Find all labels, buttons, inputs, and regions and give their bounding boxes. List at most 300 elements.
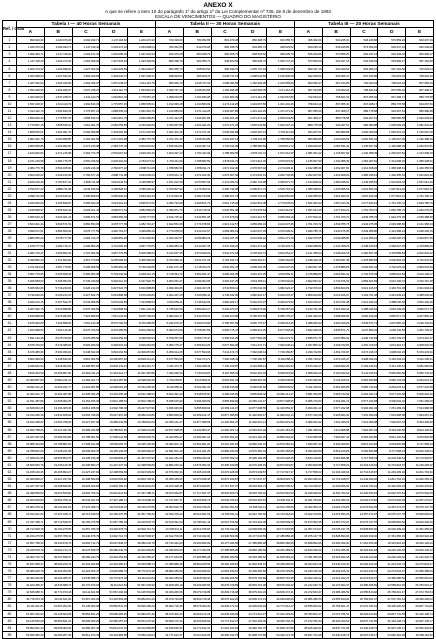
- salary-cell: 3.845.571,73: [350, 320, 378, 327]
- salary-cell: 8.075.700,63: [100, 320, 128, 327]
- salary-cell: 2.070.507,92: [211, 171, 239, 178]
- salary-cell: 28.714.548,15: [17, 525, 45, 532]
- salary-cell: 4.037.850,32: [406, 313, 434, 320]
- salary-cell: 13.221.181,26: [239, 433, 267, 440]
- salary-cell: 847.408,17: [294, 115, 322, 122]
- salary-cell: 16.873.949,87: [183, 483, 211, 490]
- salary-cell: 1.868.535,01: [44, 122, 72, 129]
- salary-cell: 819.370,28: [211, 37, 239, 44]
- salary-cell: 847.408,17: [322, 108, 350, 115]
- salary-cell: 4.099.464,05: [239, 263, 267, 270]
- document-page: [2, 2, 434, 639]
- salary-cell: 6.359.614,25: [267, 320, 295, 327]
- grau-cell: 56: [3, 426, 17, 433]
- table-row: [3, 150, 434, 157]
- salary-cell: 13.673.594,35: [350, 504, 378, 511]
- salary-cell: 6.026.212,15: [100, 277, 128, 284]
- salary-cell: 2.163.062,84: [100, 129, 128, 136]
- salary-cell: 2.163.062,84: [17, 150, 45, 157]
- salary-cell: 632.349,02: [378, 51, 406, 58]
- salary-cell: 46.772.973,18: [44, 589, 72, 596]
- salary-cell: 1.464.046,07: [128, 65, 156, 72]
- grau-cell: 66: [3, 497, 17, 504]
- table-row: [3, 376, 434, 383]
- salary-cell: 27.072.781,54: [378, 596, 406, 603]
- salary-cell: 44.545.688,74: [44, 582, 72, 589]
- salary-cell: 5.681.660,89: [378, 369, 406, 376]
- grau-cell: 11: [3, 108, 17, 115]
- salary-cell: 20.510.391,53: [267, 490, 295, 497]
- table-row: [3, 454, 434, 461]
- salary-cell: 995.949,70: [211, 65, 239, 72]
- salary-cell: 23.743.342,00: [211, 525, 239, 532]
- salary-cell: 1.081.531,42: [378, 129, 406, 136]
- salary-cell: 1.030.029,93: [322, 136, 350, 143]
- salary-cell: 33.409.266,56: [239, 568, 267, 575]
- salary-cell: 2.396.871,73: [183, 200, 211, 207]
- table-row: [3, 624, 434, 631]
- salary-cell: 30.303.189,62: [155, 575, 183, 582]
- salary-cell: 10.203.446,64: [294, 476, 322, 483]
- level-header: D: [378, 28, 406, 37]
- salary-cell: 8.522.491,33: [211, 376, 239, 383]
- salary-cell: 2.282.734,98: [183, 192, 211, 199]
- salary-scale-table: [2, 20, 434, 639]
- salary-cell: 4.519.659,11: [155, 299, 183, 306]
- salary-cell: 29.847.741,65: [378, 610, 406, 617]
- salary-cell: 36.647.848,37: [128, 532, 156, 539]
- salary-cell: 2.060.059,85: [128, 115, 156, 122]
- salary-cell: 6.643.898,89: [128, 284, 156, 291]
- table-row: [3, 320, 434, 327]
- salary-cell: 29.847.741,65: [322, 624, 350, 631]
- salary-cell: 2.898.711,08: [17, 192, 45, 199]
- salary-cell: 980.980,88: [406, 108, 434, 115]
- salary-cell: 10.877.098,55: [155, 426, 183, 433]
- group-header-tabela-3: Tabela III — 20 Horas Semanais: [294, 21, 433, 28]
- salary-cell: 4.957.779,65: [100, 249, 128, 256]
- salary-cell: 27.072.781,54: [350, 603, 378, 610]
- salary-cell: 903.355,73: [183, 58, 211, 65]
- salary-cell: 10.359.141,47: [155, 419, 183, 426]
- salary-cell: 4.078.777,59: [72, 228, 100, 235]
- salary-cell: 5.493.673,90: [211, 313, 239, 320]
- salary-cell: 732.023,04: [350, 79, 378, 86]
- salary-cell: 1.971.912,30: [183, 171, 211, 178]
- salary-cell: 11.992.001,14: [267, 412, 295, 419]
- salary-cell: 934.267,51: [406, 100, 434, 107]
- grau-cell: 68: [3, 511, 17, 518]
- salary-cell: 8.948.615,90: [155, 398, 183, 405]
- salary-cell: 15.075.137,78: [294, 532, 322, 539]
- salary-cell: 5.411.105,61: [406, 355, 434, 362]
- table-row: [3, 610, 434, 617]
- salary-cell: 28.714.548,15: [100, 504, 128, 511]
- salary-cell: 1.677.810,21: [294, 214, 322, 221]
- salary-cell: 24.930.509,09: [155, 546, 183, 553]
- salary-cell: 3.321.949,44: [294, 313, 322, 320]
- salary-cell: 14.357.274,07: [294, 525, 322, 532]
- salary-cell: 8.522.491,33: [239, 369, 267, 376]
- salary-cell: 23.743.342,00: [239, 518, 267, 525]
- salary-cell: 59.695.483,29: [17, 631, 45, 638]
- salary-cell: 5.411.105,61: [294, 384, 322, 391]
- salary-cell: 35.079.729,89: [211, 582, 239, 589]
- table-row: [3, 143, 434, 150]
- salary-cell: 3.195.828,97: [17, 207, 45, 214]
- salary-cell: 42.424.465,47: [44, 575, 72, 582]
- salary-cell: 5.205.668,63: [128, 249, 156, 256]
- salary-cell: 19.240.120,40: [350, 553, 378, 560]
- salary-cell: 1.849.785,76: [350, 214, 378, 221]
- salary-cell: 1.314.608,20: [406, 150, 434, 157]
- salary-cell: 2.913.412,57: [267, 207, 295, 214]
- salary-cell: 5.465.952,06: [17, 284, 45, 291]
- salary-cell: 1.045.747,19: [211, 72, 239, 79]
- salary-cell: 1.464.046,07: [72, 79, 100, 86]
- salary-cell: 6.976.093,83: [72, 306, 100, 313]
- salary-cell: 3.541.271,18: [239, 242, 267, 249]
- salary-cell: 11.420.953,47: [155, 433, 183, 440]
- salary-cell: 24.555.810,92: [294, 603, 322, 610]
- salary-cell: 2.629.216,40: [100, 157, 128, 164]
- salary-cell: 22.498.599,83: [44, 483, 72, 490]
- salary-cell: 1.081.531,42: [350, 136, 378, 143]
- salary-cell: 28.714.548,15: [44, 518, 72, 525]
- salary-cell: 18.509.653,76: [44, 454, 72, 461]
- salary-cell: 51.567.202,93: [100, 589, 128, 596]
- salary-cell: 10.306.867,82: [44, 369, 72, 376]
- grau-cell: 2: [3, 44, 17, 51]
- salary-cell: 5.232.070,37: [239, 299, 267, 306]
- salary-cell: 3.523.401,44: [17, 221, 45, 228]
- salary-cell: 9.865.849,02: [267, 384, 295, 391]
- salary-cell: 16.070.428,45: [211, 469, 239, 476]
- salary-cell: 5.232.070,37: [155, 320, 183, 327]
- salary-cell: 8.479.485,66: [44, 341, 72, 348]
- salary-cell: 8.903.459,94: [17, 355, 45, 362]
- salary-cell: 3.372.639,22: [267, 228, 295, 235]
- salary-cell: 27.072.781,54: [294, 617, 322, 624]
- salary-cell: 21.427.237,93: [128, 454, 156, 461]
- salary-cell: 12.402.353,16: [350, 490, 378, 497]
- salary-cell: 1.537.248,37: [44, 93, 72, 100]
- salary-cell: 62.680.257,46: [72, 624, 100, 631]
- salary-cell: 11.931.487,86: [100, 376, 128, 383]
- salary-cell: 11.249.299,92: [350, 476, 378, 483]
- grau-cell: 53: [3, 405, 17, 412]
- salary-cell: 732.023,04: [378, 72, 406, 79]
- grau-cell: 80: [3, 596, 17, 603]
- table-row: [3, 79, 434, 86]
- salary-cell: 21.212.232,74: [350, 568, 378, 575]
- salary-cell: 903.355,73: [239, 44, 267, 51]
- grau-cell: 29: [3, 235, 17, 242]
- salary-cell: 860.338,79: [155, 58, 183, 65]
- salary-cell: 3.163.761,38: [378, 284, 406, 291]
- salary-cell: 10.877.098,55: [211, 412, 239, 419]
- salary-cell: 5.768.357,59: [267, 306, 295, 313]
- grau-cell: 30: [3, 242, 17, 249]
- table-row: [3, 504, 434, 511]
- salary-cell: 44.545.688,74: [17, 589, 45, 596]
- salary-cell: 6.056.775,47: [267, 313, 295, 320]
- salary-cell: 27.485.886,28: [267, 532, 295, 539]
- salary-cell: 3.013.106,07: [294, 299, 322, 306]
- salary-cell: 10.306.867,82: [128, 348, 156, 355]
- salary-cell: 11.992.001,14: [155, 440, 183, 447]
- grau-cell: 14: [3, 129, 17, 136]
- salary-cell: 27.485.886,28: [211, 546, 239, 553]
- salary-cell: 1.614.110,79: [72, 93, 100, 100]
- salary-cell: 11.931.487,86: [128, 369, 156, 376]
- salary-cell: 11.931.487,86: [44, 391, 72, 398]
- salary-cell: 4.908.032,29: [406, 341, 434, 348]
- salary-cell: 34.902.712,73: [44, 546, 72, 553]
- salary-cell: 17.717.647,37: [239, 476, 267, 483]
- salary-cell: 5.681.660,89: [350, 376, 378, 383]
- salary-cell: 2.396.871,73: [239, 185, 267, 192]
- salary-cell: 3.212.037,35: [183, 242, 211, 249]
- salary-cell: 2.163.062,84: [44, 143, 72, 150]
- salary-cell: 42.639.630,93: [211, 610, 239, 617]
- salary-cell: 5.739.249,66: [100, 270, 128, 277]
- salary-cell: 3.488.046,92: [378, 299, 406, 306]
- salary-cell: 1.152.936,28: [267, 72, 295, 79]
- salary-cell: 1.040.470,20: [44, 37, 72, 44]
- salary-cell: 11.363.321,77: [44, 384, 72, 391]
- grau-cell: 65: [3, 490, 17, 497]
- salary-cell: 10.822.211,21: [17, 384, 45, 391]
- salary-cell: 10.203.446,64: [406, 447, 434, 454]
- salary-cell: 6.056.775,47: [211, 327, 239, 334]
- salary-cell: 3.845.571,73: [406, 306, 434, 313]
- grau-cell: 25: [3, 207, 17, 214]
- salary-cell: 10.713.618,97: [350, 469, 378, 476]
- salary-cell: 23.386.486,59: [406, 568, 434, 575]
- salary-cell: 6.327.522,75: [100, 284, 128, 291]
- salary-cell: 3.059.083,19: [239, 221, 267, 228]
- salary-cell: 1.264.698,04: [128, 44, 156, 51]
- level-header: A: [294, 28, 322, 37]
- salary-cell: 3.718.334,74: [183, 263, 211, 270]
- table-row: [3, 631, 434, 638]
- salary-cell: 36.833.716,38: [239, 582, 267, 589]
- salary-cell: 31.657.789,33: [44, 532, 72, 539]
- salary-cell: 17.451.356,36: [406, 525, 434, 532]
- salary-cell: 20.406.893,27: [128, 447, 156, 454]
- salary-cell: 16.873.949,87: [239, 469, 267, 476]
- salary-cell: 6.577.232,68: [406, 384, 434, 391]
- salary-cell: 1.597.914,49: [378, 185, 406, 192]
- salary-cell: 36.833.716,38: [211, 589, 239, 596]
- salary-cell: 7.011.474,71: [155, 362, 183, 369]
- salary-cell: 3.013.106,07: [406, 270, 434, 277]
- salary-cell: 2.396.871,73: [267, 178, 295, 185]
- salary-cell: 21.535.911,11: [239, 504, 267, 511]
- salary-cell: 1.449.355,54: [406, 164, 434, 171]
- salary-cell: 44.771.612,47: [267, 603, 295, 610]
- table-row: [3, 200, 434, 207]
- table-row: [3, 44, 434, 51]
- salary-cell: 4.282.716,47: [44, 242, 72, 249]
- salary-cell: 4.721.694,90: [44, 256, 72, 263]
- table-row: [3, 553, 434, 560]
- salary-cell: 9.396.046,69: [155, 405, 183, 412]
- salary-cell: 8.814.120,84: [322, 447, 350, 454]
- salary-cell: 5.465.952,06: [100, 263, 128, 270]
- table-row: [3, 93, 434, 100]
- salary-cell: 10.306.867,82: [17, 376, 45, 383]
- salary-cell: 2.248.426,15: [294, 256, 322, 263]
- salary-cell: 1.314.608,20: [322, 171, 350, 178]
- salary-cell: 10.877.098,55: [183, 419, 211, 426]
- salary-cell: 28.860.180,59: [155, 568, 183, 575]
- salary-cell: 10.203.446,64: [378, 454, 406, 461]
- salary-cell: 3.523.401,44: [100, 200, 128, 207]
- salary-cell: 20.510.391,53: [183, 511, 211, 518]
- salary-cell: 28.860.180,59: [183, 561, 211, 568]
- table-row: [3, 589, 434, 596]
- salary-cell: 26.177.034,55: [155, 553, 183, 560]
- salary-cell: 17.628.241,68: [100, 433, 128, 440]
- salary-cell: 31.657.789,33: [100, 518, 128, 525]
- salary-cell: 13.812.188,63: [72, 405, 100, 412]
- salary-cell: 22.612.706,66: [211, 518, 239, 525]
- salary-cell: 19.240.120,40: [322, 561, 350, 568]
- salary-cell: 2.898.711,08: [72, 178, 100, 185]
- grau-cell: 40: [3, 313, 17, 320]
- salary-cell: 22.612.706,66: [267, 504, 295, 511]
- salary-cell: 1.334.667,86: [267, 93, 295, 100]
- salary-cell: 40.404.252,83: [100, 553, 128, 560]
- salary-cell: 9.254.826,88: [294, 461, 322, 468]
- salary-cell: 44.771.612,47: [155, 631, 183, 638]
- salary-cell: 4.496.852,29: [17, 256, 45, 263]
- salary-cell: 10.822.211,21: [128, 355, 156, 362]
- salary-cell: 4.519.659,11: [267, 270, 295, 277]
- salary-cell: 4.957.779,65: [72, 256, 100, 263]
- salary-cell: 20.510.391,53: [239, 497, 267, 504]
- salary-cell: 5.739.249,66: [72, 277, 100, 284]
- table-row: [3, 348, 434, 355]
- salary-cell: 4.721.694,90: [100, 242, 128, 249]
- salary-cell: 4.745.642,06: [267, 277, 295, 284]
- salary-cell: 1.264.698,04: [44, 65, 72, 72]
- grau-cell: 5: [3, 65, 17, 72]
- grau-cell: 10: [3, 100, 17, 107]
- salary-cell: 1.192.388,39: [294, 164, 322, 171]
- salary-cell: 34.902.712,73: [128, 525, 156, 532]
- salary-cell: 1.971.912,30: [155, 178, 183, 185]
- grau-cell: 58: [3, 440, 17, 447]
- salary-cell: 3.488.046,92: [294, 320, 322, 327]
- grau-cell: 19: [3, 164, 17, 171]
- salary-cell: 2.898.711,08: [128, 164, 156, 171]
- salary-cell: 38.675.402,20: [183, 603, 211, 610]
- salary-cell: 31.818.349,10: [211, 568, 239, 575]
- salary-cell: 1.252.007,81: [406, 143, 434, 150]
- salary-cell: 573.559,20: [350, 44, 378, 51]
- salary-cell: 1.545.044,89: [239, 122, 267, 129]
- salary-cell: 663.966,47: [350, 65, 378, 72]
- salary-cell: 4.957.779,65: [128, 242, 156, 249]
- salary-cell: 72.560.233,04: [128, 631, 156, 638]
- salary-cell: 1.537.248,37: [100, 79, 128, 86]
- salary-cell: 1.098.034,55: [183, 86, 211, 93]
- salary-cell: 16.070.428,45: [155, 483, 183, 490]
- salary-cell: 19.240.120,40: [378, 546, 406, 553]
- salary-cell: 7.251.399,03: [322, 419, 350, 426]
- salary-cell: 1.135.607,99: [294, 157, 322, 164]
- salary-cell: 28.860.180,59: [211, 553, 239, 560]
- salary-cell: 780.352,65: [155, 44, 183, 51]
- salary-cell: 16.873.949,87: [211, 476, 239, 483]
- table-row: [3, 270, 434, 277]
- salary-cell: 5.411.105,61: [350, 369, 378, 376]
- salary-cell: 990.924,00: [17, 37, 45, 44]
- table-row: [3, 235, 434, 242]
- table-row: [3, 72, 434, 79]
- table-row: [3, 568, 434, 575]
- salary-cell: 2.913.412,57: [155, 235, 183, 242]
- salary-cell: 4.745.642,06: [239, 284, 267, 291]
- salary-cell: 62.680.257,46: [128, 610, 156, 617]
- salary-cell: 7.362.048,44: [267, 341, 295, 348]
- grau-cell: 21: [3, 178, 17, 185]
- salary-cell: 10.713.618,97: [406, 454, 434, 461]
- salary-cell: 2.504.015,62: [17, 171, 45, 178]
- salary-cell: 1.942.275,05: [322, 228, 350, 235]
- salary-cell: 3.195.828,97: [44, 200, 72, 207]
- salary-cell: 56.852.841,23: [44, 617, 72, 624]
- salary-cell: 2.602.834,32: [294, 277, 322, 284]
- salary-cell: 18.323.924,18: [350, 546, 378, 553]
- salary-cell: 3.699.571,51: [128, 200, 156, 207]
- salary-cell: 2.384.776,78: [72, 150, 100, 157]
- salary-cell: 4.451.729,97: [294, 355, 322, 362]
- salary-cell: 36.647.848,37: [44, 553, 72, 560]
- salary-cell: 573.559,20: [378, 37, 406, 44]
- salary-cell: 10.713.618,97: [322, 476, 350, 483]
- salary-cell: 1.788.582,59: [155, 164, 183, 171]
- table-row: [3, 603, 434, 610]
- salary-cell: 1.204.474,32: [44, 58, 72, 65]
- salary-cell: 27.347.188,71: [44, 511, 72, 518]
- salary-cell: 46.772.973,18: [128, 568, 156, 575]
- salary-cell: 3.321.949,44: [406, 284, 434, 291]
- salary-cell: 3.043.646,64: [44, 192, 72, 199]
- salary-cell: 8.394.400,80: [294, 447, 322, 454]
- salary-cell: 28.714.548,15: [72, 511, 100, 518]
- table-row: [3, 617, 434, 624]
- salary-cell: 2.039.388,80: [294, 242, 322, 249]
- salary-cell: 4.519.659,11: [239, 277, 267, 284]
- salary-cell: 7.251.399,03: [294, 426, 322, 433]
- salary-cell: 69.104.983,85: [100, 631, 128, 638]
- salary-cell: 3.904.251,47: [239, 256, 267, 263]
- salary-cell: 11.992.001,14: [239, 419, 267, 426]
- salary-cell: 31.818.349,10: [183, 575, 211, 582]
- salary-cell: 34.902.712,73: [17, 553, 45, 560]
- salary-cell: 28.426.420,62: [294, 624, 322, 631]
- grau-cell: 85: [3, 631, 17, 638]
- salary-cell: 3.699.571,51: [17, 228, 45, 235]
- table-row: [3, 405, 434, 412]
- salary-cell: 40.404.252,83: [44, 568, 72, 575]
- salary-cell: 1.614.110,79: [100, 86, 128, 93]
- salary-cell: 2.271.215,98: [128, 129, 156, 136]
